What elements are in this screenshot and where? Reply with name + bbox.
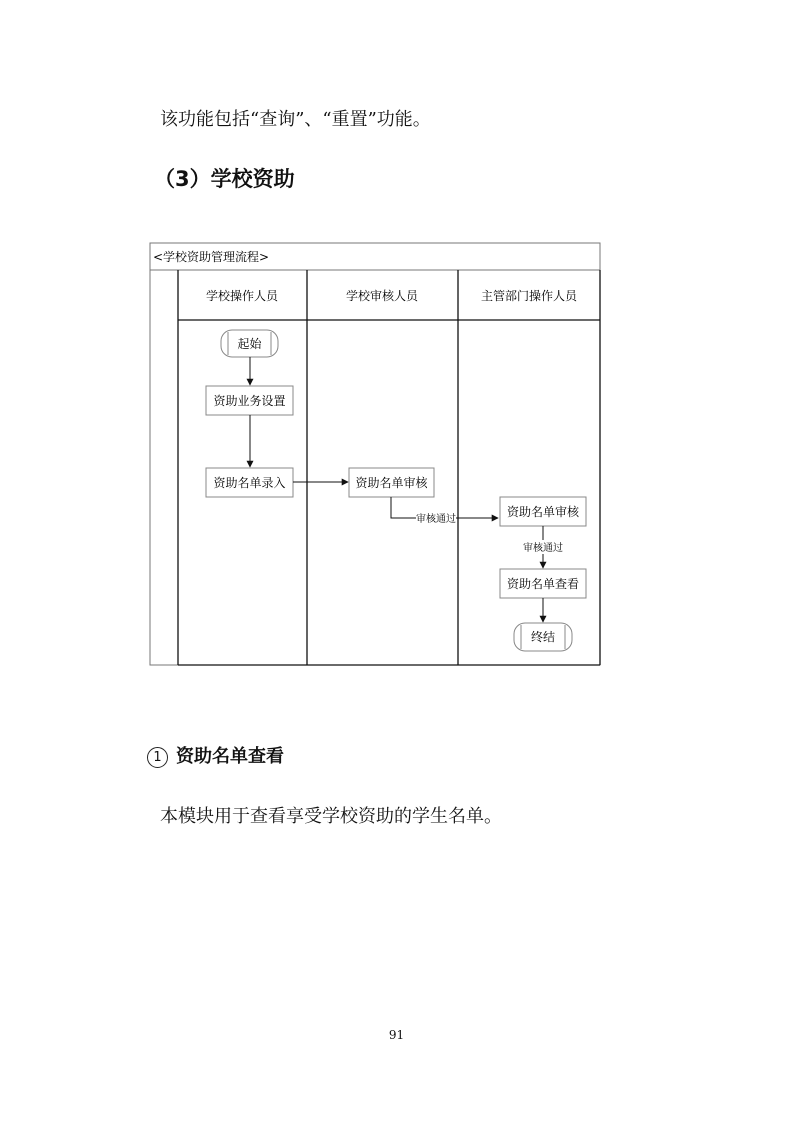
edge-label-approved-1: 审核通过 — [416, 514, 456, 525]
edge-label-approved-2: 审核通过 — [523, 543, 563, 554]
school-review-node-label: 资助名单审核 — [355, 476, 428, 490]
lane-header-dept-operator: 主管部门操作人员 — [480, 289, 578, 303]
subsection-number: 1 — [147, 747, 168, 768]
diagram-title: <学校资助管理流程> — [153, 250, 270, 264]
end-node-label: 终结 — [530, 630, 556, 644]
start-node-label: 起始 — [237, 337, 262, 351]
section-number: （3） — [154, 167, 211, 191]
entry-node-label: 资助名单录入 — [213, 476, 286, 490]
diagram-frame — [150, 243, 600, 665]
lane-header-school-operator: 学校操作人员 — [205, 289, 279, 303]
lane-header-school-reviewer: 学校审核人员 — [345, 289, 419, 303]
view-node-label: 资助名单查看 — [506, 577, 580, 591]
body-paragraph: 本模块用于查看享受学校资助的学生名单。 — [160, 806, 502, 827]
setup-node-label: 资助业务设置 — [213, 394, 286, 408]
page-number: 91 — [388, 1028, 405, 1042]
subsection-heading — [147, 742, 284, 768]
subsection-title: 资助名单查看 — [176, 746, 284, 767]
intro-paragraph: 该功能包括“查询”、“重置”功能。 — [160, 109, 431, 130]
dept-review-node-label: 资助名单审核 — [506, 505, 580, 519]
section-title: 学校资助 — [210, 167, 295, 191]
